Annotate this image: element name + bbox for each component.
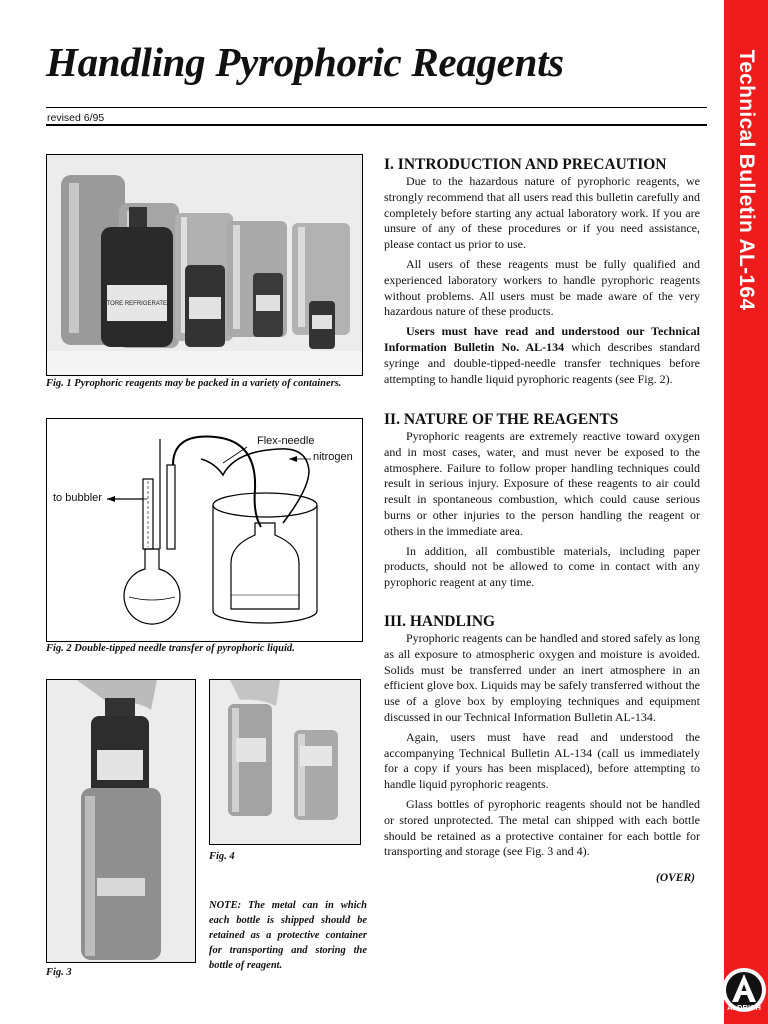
fig3-caption: Fig. 3 <box>46 967 72 978</box>
section-introduction <box>384 156 700 387</box>
fig1-photo <box>46 154 363 376</box>
section-heading: I. INTRODUCTION AND PRECAUTION <box>384 156 667 173</box>
flex-needle-label: Flex-needle <box>257 435 315 447</box>
paragraph-rest: which describes standard syringe and double-tipped-needle transfer techniques before attempting to handle liquid pyrophoric reagents (see Fig. 2). <box>384 339 700 386</box>
section-nature <box>384 411 700 591</box>
fig4-photo <box>209 679 361 845</box>
paragraph: Due to the hazardous nature of pyrophoric reagents, we strongly recommend that all users read this bulletin carefully and completely before starting any actual laboratory work. If you are unsure of any of these procedures or if you need assistance, please contact us prior to use. <box>384 174 700 252</box>
paragraph: Pyrophoric reagents are extremely reactive toward oxygen and in most cases, water, and must never be exposed to the atmosphere. Failure to follow proper handling techniques could result in serious injury. Exposure of these reagents to air could result in spontaneous combustion, which could cause serious burns or other injuries to the person handling the reagent or others in the immediate area. <box>384 429 700 538</box>
bulletin-number: Technical Bulletin AL-164 <box>735 49 758 311</box>
page-title: Handling Pyrophoric Reagents <box>46 39 564 85</box>
fig4-caption: Fig. 4 <box>209 851 235 862</box>
section-handling <box>384 613 700 860</box>
aldrich-logo <box>718 960 768 1022</box>
nitrogen-label: nitrogen <box>313 451 353 463</box>
bottle-label: STORE REFRIGERATED <box>102 301 172 307</box>
section-heading: II. NATURE OF THE REAGENTS <box>384 411 619 428</box>
paragraph <box>384 324 700 387</box>
logo-text: ALDRICH <box>727 1003 761 1012</box>
fig2-diagram <box>46 418 363 642</box>
fig2-caption: Fig. 2 Double-tipped needle transfer of pyrophoric liquid. <box>46 643 295 654</box>
bubbler-label: to bubbler <box>53 492 102 504</box>
section-heading: III. HANDLING <box>384 613 496 630</box>
over-indicator: (OVER) <box>656 872 695 884</box>
bold-text: Users must have read and understood our Technical Information Bulletin No. AL-134 <box>384 324 700 354</box>
revision-date: revised 6/95 <box>47 112 105 124</box>
paragraph: Pyrophoric reagents can be handled and stored safely as long as all exposure to atmospheric oxygen and moisture is avoided. Solids must be transferred under an inert atmosphere in an efficient glove box. Liquids may be safely transferred without the use of a glove box by employing techniques and equipment discussed in our Technical Information Bulletin AL-134. <box>384 631 700 724</box>
paragraph: Again, users must have read and understood the accompanying Technical Bulletin AL-134 (call us immediately for a copy if yours has been misplaced), before attempting to handle liquid pyrophoric reagents. <box>384 729 700 792</box>
shipping-note: NOTE: The metal can in which each bottle is shipped should be retained as a protective container for transporting and storing the bottle of reagent. <box>209 900 367 971</box>
header-rule-thick <box>46 124 707 126</box>
paragraph: Glass bottles of pyrophoric reagents should not be handled or stored unprotected. The metal can shipped with each bottle should be retained as a protective container for each bottle for transporting and storage (see Fig. 3 and 4). <box>384 796 700 859</box>
paragraph: All users of these reagents must be fully qualified and experienced laboratory workers to handle pyrophoric reagents without problems. All users must be made aware of the very hazardous nature of these products. <box>384 256 700 319</box>
paragraph: In addition, all combustible materials, including paper products, should not be allowed to come in contact with any pyrophoric reagent at any time. <box>384 543 700 590</box>
header-rule <box>46 107 707 108</box>
fig1-caption: Fig. 1 Pyrophoric reagents may be packed in a variety of containers. <box>46 378 342 389</box>
fig3-photo <box>46 679 196 963</box>
